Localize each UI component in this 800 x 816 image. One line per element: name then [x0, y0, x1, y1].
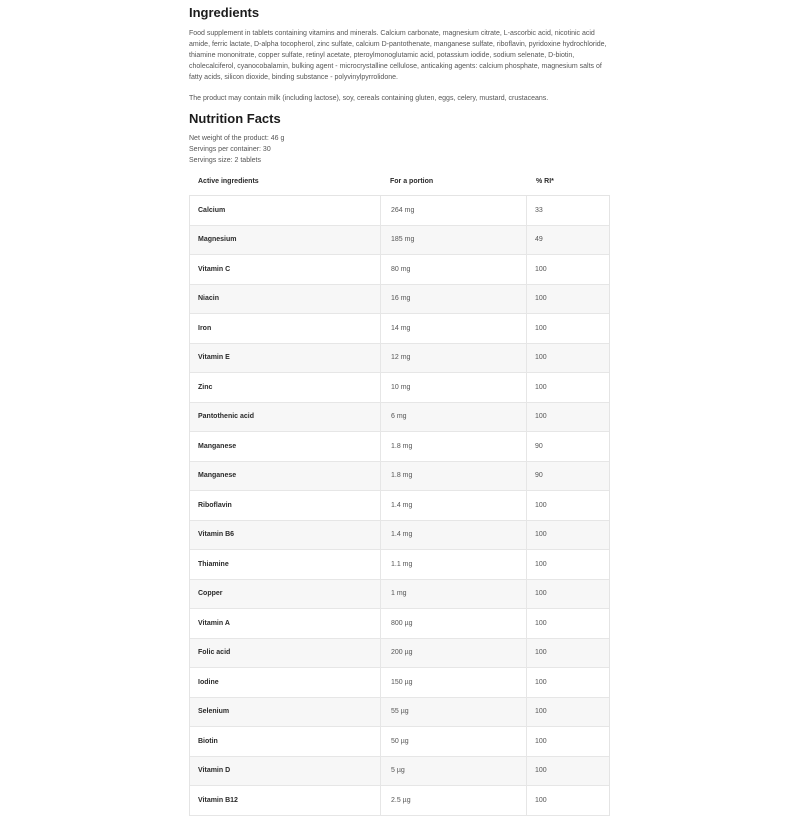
table-row	[190, 344, 609, 374]
ri-percent: 90	[535, 472, 543, 480]
portion-amount: 1 mg	[381, 580, 527, 609]
portion-amount: 12 mg	[381, 344, 527, 373]
ingredient-name: Pantothenic acid	[190, 403, 381, 432]
ri-percent: 100	[535, 324, 547, 332]
table-row	[190, 314, 609, 344]
portion-amount: 2.5 µg	[381, 786, 527, 815]
ingredient-name: Zinc	[190, 373, 381, 402]
table-row	[190, 786, 609, 816]
ingredient-name: Vitamin B6	[190, 521, 381, 550]
ri-percent: 90	[535, 442, 543, 450]
table-row	[190, 668, 609, 698]
portion-amount: 16 mg	[381, 285, 527, 314]
nutrition-table-body	[189, 195, 610, 816]
table-row	[190, 432, 609, 462]
servings-per-container: Servings per container: 30	[189, 146, 271, 153]
nutrition-facts-heading: Nutrition Facts	[189, 111, 281, 126]
allergen-text: The product may contain milk (including lactose), soy, cereals containing gluten, eggs, celery, mustard, crustaceans.	[189, 95, 549, 102]
ingredient-name: Vitamin C	[190, 255, 381, 284]
ri-percent: 100	[535, 649, 547, 657]
ingredient-name: Thiamine	[190, 550, 381, 579]
table-row	[190, 727, 609, 757]
nutrition-table-header	[189, 167, 610, 195]
ri-percent: 100	[535, 767, 547, 775]
ri-percent: 33	[535, 206, 543, 214]
ri-percent: 100	[535, 354, 547, 362]
table-row	[190, 226, 609, 256]
ri-percent: 100	[535, 560, 547, 568]
portion-amount: 80 mg	[381, 255, 527, 284]
table-row	[190, 285, 609, 315]
ingredient-name: Selenium	[190, 698, 381, 727]
table-row	[190, 462, 609, 492]
ri-percent: 100	[535, 413, 547, 421]
ri-percent: 100	[535, 796, 547, 804]
table-row	[190, 196, 609, 226]
portion-amount: 6 mg	[381, 403, 527, 432]
portion-amount: 1.4 mg	[381, 521, 527, 550]
ri-percent: 100	[535, 737, 547, 745]
column-header-for-a-portion: For a portion	[390, 177, 434, 185]
table-row	[190, 639, 609, 669]
portion-amount: 1.4 mg	[381, 491, 527, 520]
table-row	[190, 521, 609, 551]
ingredient-name: Copper	[190, 580, 381, 609]
ri-percent: 100	[535, 708, 547, 716]
ri-percent: 100	[535, 501, 547, 509]
portion-amount: 185 mg	[381, 226, 527, 255]
ingredient-name: Vitamin B12	[190, 786, 381, 815]
ingredient-name: Iodine	[190, 668, 381, 697]
ingredients-text: Food supplement in tablets containing vitamins and minerals. Calcium carbonate, magnesium citrate, L-ascorbic acid, nicotinic acid amide, ferric lactate, D-alpha tocopherol, zinc sulfate, calcium D-pantothenate, manganese sulfate, riboflavin, pyridoxine hydrochloride, thiamine mononitrate, copper sulfate, retinyl acetate, pteroylmonoglutamic acid, potassium iodide, sodium selenate, D-biotin, cholecalciferol, cyanocobalamin, bulking agent - microcrystalline cellulose, anticaking agents: calcium phosphate, magnesium salts of fatty acids, silicon dioxide, binding substance - polyvinylpyrrolidone.	[189, 30, 607, 81]
serving-size: Servings size: 2 tablets	[189, 157, 261, 164]
portion-amount: 1.1 mg	[381, 550, 527, 579]
ingredient-name: Niacin	[190, 285, 381, 314]
ri-percent: 100	[535, 590, 547, 598]
table-row	[190, 403, 609, 433]
portion-amount: 264 mg	[381, 196, 527, 225]
net-weight: Net weight of the product: 46 g	[189, 135, 285, 142]
ri-percent: 49	[535, 236, 543, 244]
portion-amount: 10 mg	[381, 373, 527, 402]
table-row	[190, 550, 609, 580]
portion-amount: 14 mg	[381, 314, 527, 343]
portion-amount: 50 µg	[381, 727, 527, 756]
ri-percent: 100	[535, 383, 547, 391]
table-row	[190, 757, 609, 787]
portion-amount: 1.8 mg	[381, 432, 527, 461]
column-header-active-ingredients: Active ingredients	[198, 177, 259, 185]
portion-amount: 55 µg	[381, 698, 527, 727]
portion-amount: 800 µg	[381, 609, 527, 638]
ingredients-heading: Ingredients	[189, 5, 260, 20]
ingredient-name: Iron	[190, 314, 381, 343]
ingredient-name: Riboflavin	[190, 491, 381, 520]
ingredient-name: Manganese	[190, 462, 381, 491]
nutrition-table	[189, 167, 610, 816]
ri-percent: 100	[535, 619, 547, 627]
ri-percent: 100	[535, 265, 547, 273]
portion-amount: 5 µg	[381, 757, 527, 786]
ingredient-name: Biotin	[190, 727, 381, 756]
table-row	[190, 609, 609, 639]
column-header-ri: % RI*	[536, 177, 554, 185]
ingredient-name: Vitamin A	[190, 609, 381, 638]
table-row	[190, 373, 609, 403]
ingredient-name: Vitamin E	[190, 344, 381, 373]
ri-percent: 100	[535, 531, 547, 539]
portion-amount: 1.8 mg	[381, 462, 527, 491]
table-row	[190, 580, 609, 610]
ri-percent: 100	[535, 295, 547, 303]
ingredient-name: Manganese	[190, 432, 381, 461]
table-row	[190, 255, 609, 285]
ingredient-name: Vitamin D	[190, 757, 381, 786]
ingredient-name: Magnesium	[190, 226, 381, 255]
portion-amount: 200 µg	[381, 639, 527, 668]
table-row	[190, 491, 609, 521]
ingredient-name: Calcium	[190, 196, 381, 225]
ri-percent: 100	[535, 678, 547, 686]
ingredient-name: Folic acid	[190, 639, 381, 668]
table-row	[190, 698, 609, 728]
portion-amount: 150 µg	[381, 668, 527, 697]
